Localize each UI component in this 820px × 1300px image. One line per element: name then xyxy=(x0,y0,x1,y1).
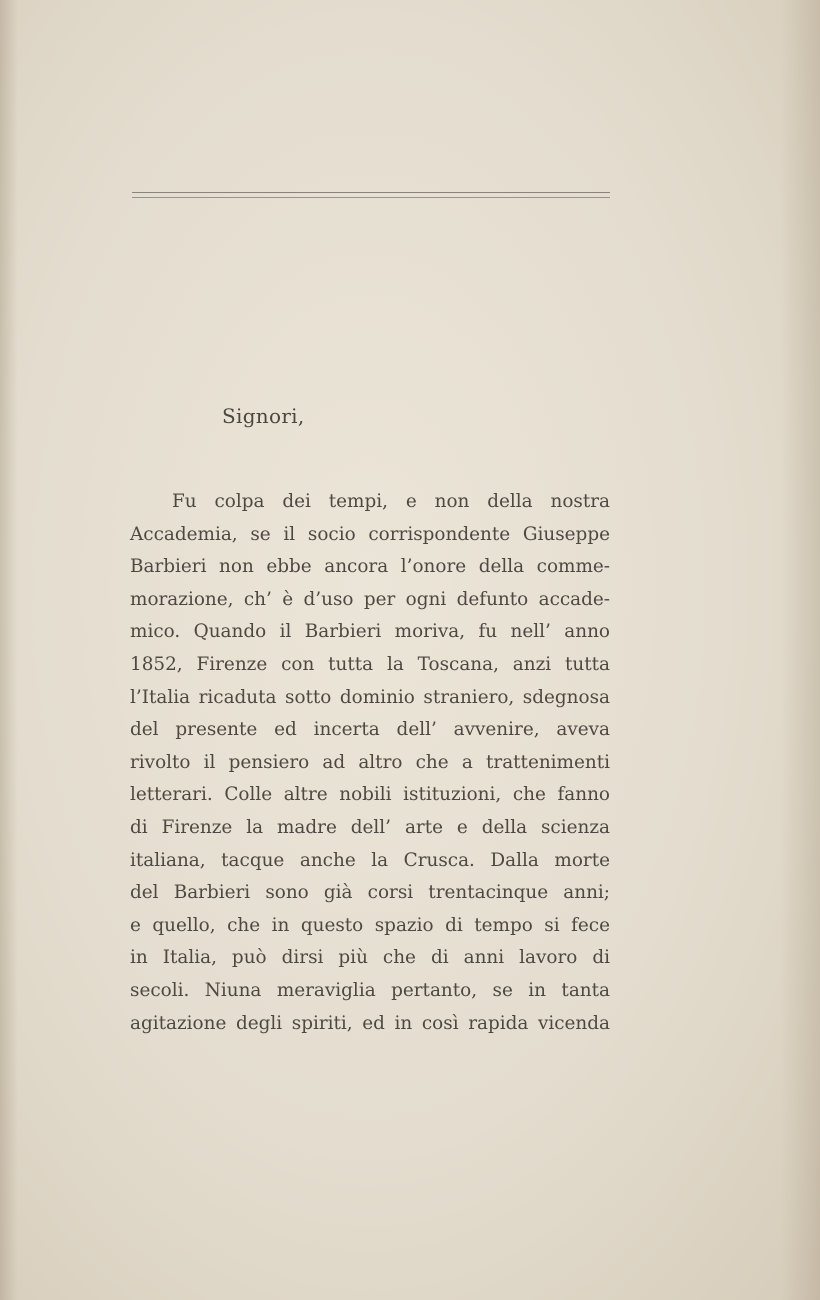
text-line: Fu colpa dei tempi, e non della nostra xyxy=(172,491,610,512)
text-line: mico. Quando il Barbieri moriva, fu nell’ anno xyxy=(130,621,610,643)
text-line: morazione, ch’ è d’uso per ogni defunto accade- xyxy=(130,588,610,610)
text-line: del Barbieri sono già corsi trentacinque anni; xyxy=(130,882,610,904)
header-rule-bottom xyxy=(132,197,610,198)
text-line: rivolto il pensiero ad altro che a trattenimenti xyxy=(130,751,610,773)
text-line: di Firenze la madre dell’ arte e della scienza xyxy=(130,816,610,838)
text-line: agitazione degli spiriti, ed in così rapida vicenda xyxy=(130,1012,610,1034)
text-line: l’Italia ricaduta sotto dominio straniero, sdegnosa xyxy=(130,686,610,708)
text-line: del presente ed incerta dell’ avvenire, aveva xyxy=(130,719,610,741)
text-line: italiana, tacque anche la Crusca. Dalla morte xyxy=(130,849,610,871)
page-right-edge-shadow xyxy=(780,0,820,1300)
text-line: letterari. Colle altre nobili istituzioni, che fanno xyxy=(130,784,610,806)
salutation: Signori, xyxy=(222,404,305,428)
page-left-edge-shadow xyxy=(0,0,18,1300)
text-line: e quello, che in questo spazio di tempo si fece xyxy=(130,914,610,936)
body-paragraph xyxy=(130,486,610,1040)
text-line: 1852, Firenze con tutta la Toscana, anzi tutta xyxy=(130,653,610,675)
text-line: secoli. Niuna meraviglia pertanto, se in tanta xyxy=(130,979,610,1001)
text-line: in Italia, può dirsi più che di anni lavoro di xyxy=(130,947,610,969)
text-line: Barbieri non ebbe ancora l’onore della comme- xyxy=(130,556,610,578)
text-line: Accademia, se il socio corrispondente Giuseppe xyxy=(130,523,610,545)
header-rule-top xyxy=(132,192,610,193)
